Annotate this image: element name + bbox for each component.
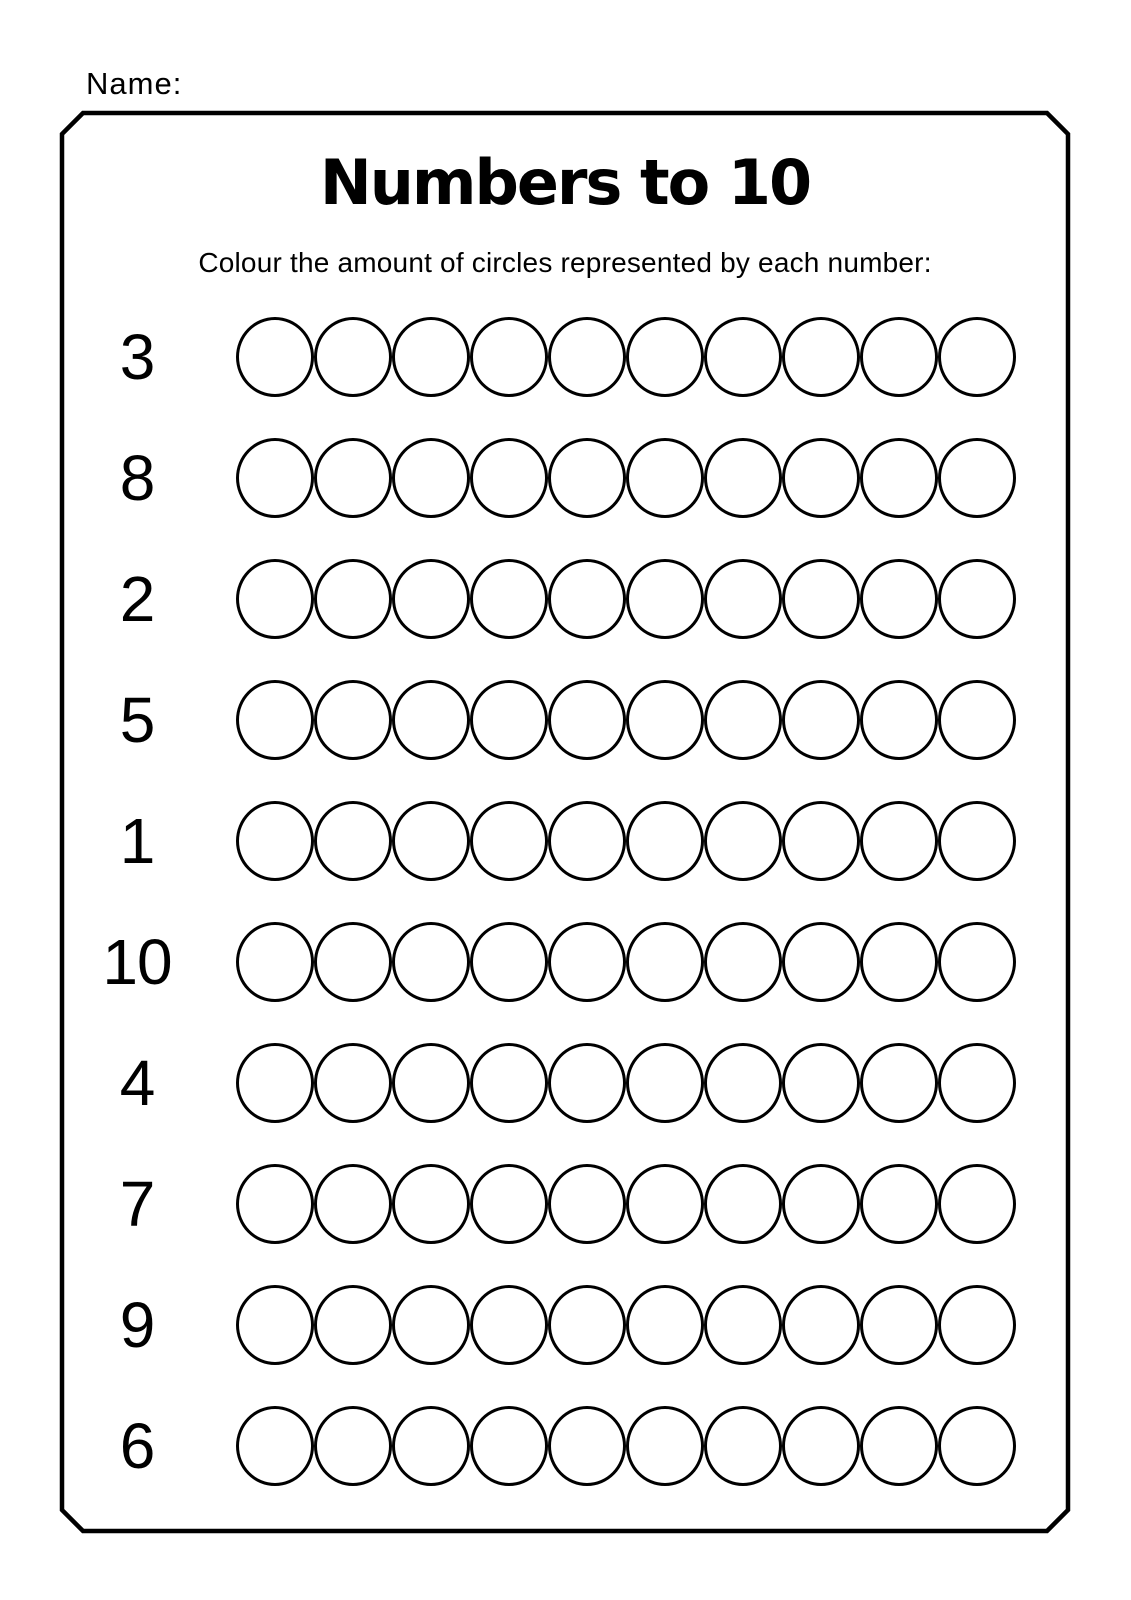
colour-circle[interactable] [392,1043,470,1123]
colour-circle[interactable] [704,801,782,881]
colour-circle[interactable] [392,1164,470,1244]
row-number-label: 6 [119,1410,155,1482]
number-row [0,922,1131,1002]
colour-circle[interactable] [704,559,782,639]
colour-circle[interactable] [938,317,1016,397]
number-row [0,801,1131,881]
colour-circle[interactable] [392,559,470,639]
colour-circle[interactable] [236,1043,314,1123]
colour-circle[interactable] [860,1285,938,1365]
colour-circle[interactable] [704,680,782,760]
colour-circle[interactable] [392,922,470,1002]
colour-circle[interactable] [938,1164,1016,1244]
colour-circle[interactable] [548,680,626,760]
colour-circle[interactable] [704,438,782,518]
colour-circle[interactable] [548,559,626,639]
colour-circle[interactable] [392,680,470,760]
colour-circle[interactable] [548,922,626,1002]
colour-circle[interactable] [314,1043,392,1123]
colour-circle[interactable] [236,317,314,397]
circles-row [236,1043,1016,1123]
row-number-label: 8 [119,442,155,514]
colour-circle[interactable] [704,317,782,397]
colour-circle[interactable] [860,801,938,881]
colour-circle[interactable] [782,1043,860,1123]
colour-circle[interactable] [548,438,626,518]
colour-circle[interactable] [236,559,314,639]
colour-circle[interactable] [470,1406,548,1486]
colour-circle[interactable] [470,680,548,760]
colour-circle[interactable] [314,1164,392,1244]
circles-row [236,1285,1016,1365]
colour-circle[interactable] [548,1164,626,1244]
colour-circle[interactable] [626,1406,704,1486]
number-row [0,1164,1131,1244]
colour-circle[interactable] [782,559,860,639]
circles-row [236,438,1016,518]
colour-circle[interactable] [314,438,392,518]
colour-circle[interactable] [470,801,548,881]
colour-circle[interactable] [314,1285,392,1365]
worksheet-instruction: Colour the amount of circles represented by each number: [198,247,932,278]
number-row [0,559,1131,639]
colour-circle[interactable] [548,1043,626,1123]
colour-circle[interactable] [704,1285,782,1365]
circles-row [236,922,1016,1002]
colour-circle[interactable] [938,438,1016,518]
number-row [0,438,1131,518]
colour-circle[interactable] [548,1285,626,1365]
colour-circle[interactable] [704,922,782,1002]
colour-circle[interactable] [782,1164,860,1244]
colour-circle[interactable] [314,801,392,881]
colour-circle[interactable] [236,1406,314,1486]
circles-row [236,801,1016,881]
colour-circle[interactable] [938,801,1016,881]
colour-circle[interactable] [314,922,392,1002]
colour-circle[interactable] [626,1043,704,1123]
row-number-label: 1 [119,805,155,877]
colour-circle[interactable] [938,1043,1016,1123]
row-number-label: 2 [119,563,155,635]
colour-circle[interactable] [704,1164,782,1244]
colour-circle[interactable] [470,559,548,639]
colour-circle[interactable] [626,922,704,1002]
colour-circle[interactable] [860,559,938,639]
colour-circle[interactable] [392,1285,470,1365]
row-number-label: 5 [119,684,155,756]
colour-circle[interactable] [548,1406,626,1486]
colour-circle[interactable] [782,801,860,881]
colour-circle[interactable] [860,680,938,760]
colour-circle[interactable] [470,1285,548,1365]
colour-circle[interactable] [704,1406,782,1486]
colour-circle[interactable] [860,438,938,518]
row-number-label: 9 [119,1289,155,1361]
colour-circle[interactable] [782,438,860,518]
number-row [0,1406,1131,1486]
colour-circle[interactable] [236,1164,314,1244]
colour-circle[interactable] [938,680,1016,760]
colour-circle[interactable] [782,680,860,760]
circles-row [236,317,1016,397]
circles-row [236,1406,1016,1486]
colour-circle[interactable] [782,922,860,1002]
colour-circle[interactable] [314,317,392,397]
colour-circle[interactable] [236,922,314,1002]
colour-circle[interactable] [782,1285,860,1365]
colour-circle[interactable] [470,922,548,1002]
colour-circle[interactable] [782,317,860,397]
colour-circle[interactable] [470,1043,548,1123]
row-number-label: 10 [102,926,172,998]
colour-circle[interactable] [392,438,470,518]
colour-circle[interactable] [392,1406,470,1486]
colour-circle[interactable] [626,1285,704,1365]
colour-circle[interactable] [704,1043,782,1123]
circles-row [236,1164,1016,1244]
row-number-label: 7 [119,1168,155,1240]
colour-circle[interactable] [860,922,938,1002]
row-number-label: 3 [119,321,155,393]
colour-circle[interactable] [236,1285,314,1365]
colour-circle[interactable] [860,317,938,397]
name-label: Name: [86,66,183,101]
colour-circle[interactable] [236,680,314,760]
colour-circle[interactable] [626,438,704,518]
colour-circle[interactable] [626,559,704,639]
colour-circle[interactable] [938,559,1016,639]
colour-circle[interactable] [470,317,548,397]
colour-circle[interactable] [626,1164,704,1244]
colour-circle[interactable] [626,801,704,881]
number-row [0,1285,1131,1365]
colour-circle[interactable] [626,680,704,760]
circles-row [236,559,1016,639]
worksheet-title: Numbers to 10 [319,146,811,219]
colour-circle[interactable] [626,317,704,397]
row-number-label: 4 [119,1047,155,1119]
colour-circle[interactable] [938,1285,1016,1365]
colour-circle[interactable] [470,438,548,518]
colour-circle[interactable] [314,559,392,639]
number-row [0,317,1131,397]
number-row [0,1043,1131,1123]
colour-circle[interactable] [314,680,392,760]
colour-circle[interactable] [938,1406,1016,1486]
colour-circle[interactable] [470,1164,548,1244]
colour-circle[interactable] [236,438,314,518]
colour-circle[interactable] [548,801,626,881]
colour-circle[interactable] [392,317,470,397]
colour-circle[interactable] [860,1164,938,1244]
colour-circle[interactable] [782,1406,860,1486]
colour-circle[interactable] [392,801,470,881]
colour-circle[interactable] [860,1406,938,1486]
colour-circle[interactable] [938,922,1016,1002]
colour-circle[interactable] [236,801,314,881]
circles-row [236,680,1016,760]
number-row [0,680,1131,760]
colour-circle[interactable] [860,1043,938,1123]
colour-circle[interactable] [314,1406,392,1486]
colour-circle[interactable] [548,317,626,397]
